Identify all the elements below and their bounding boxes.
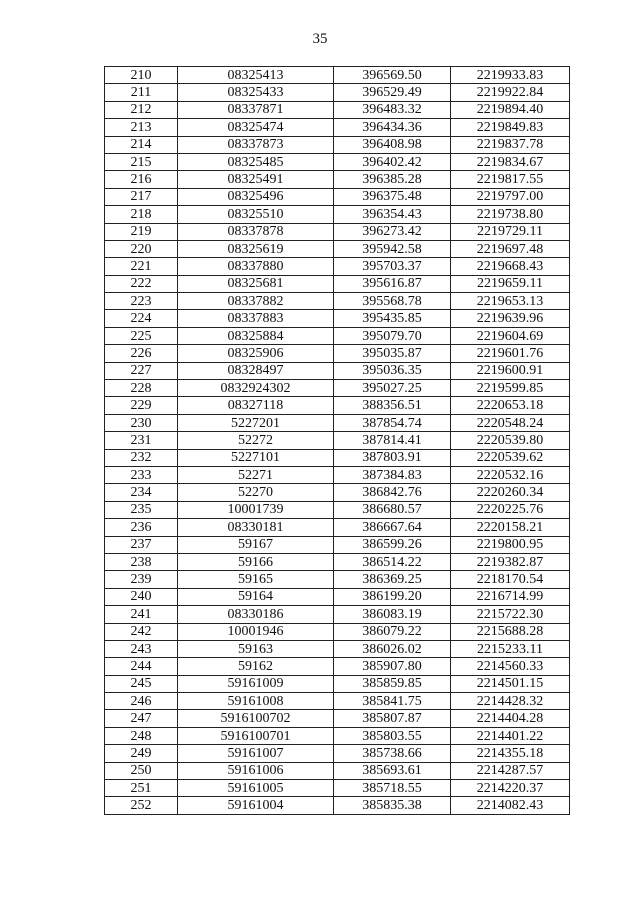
x-coordinate-cell: 388356.51 [334,397,451,414]
point-id-cell: 08325906 [178,345,334,362]
row-index-cell: 213 [105,119,178,136]
point-id-cell: 08327118 [178,397,334,414]
row-index-cell: 241 [105,606,178,623]
point-id-cell: 59161004 [178,797,334,814]
x-coordinate-cell: 396354.43 [334,206,451,223]
table-row [105,484,570,501]
y-coordinate-cell: 2214404.28 [451,710,570,727]
x-coordinate-cell: 386369.25 [334,571,451,588]
y-coordinate-cell: 2214401.22 [451,727,570,744]
x-coordinate-cell: 385803.55 [334,727,451,744]
table-row [105,588,570,605]
y-coordinate-cell: 2215688.28 [451,623,570,640]
table-row [105,553,570,570]
table-row [105,675,570,692]
table-row [105,693,570,710]
table-row [105,466,570,483]
y-coordinate-cell: 2219800.95 [451,536,570,553]
x-coordinate-cell: 396529.49 [334,84,451,101]
point-id-cell: 59161005 [178,780,334,797]
point-id-cell: 5227101 [178,449,334,466]
table-row [105,84,570,101]
x-coordinate-cell: 396569.50 [334,67,451,84]
x-coordinate-cell: 385835.38 [334,797,451,814]
point-id-cell: 59161009 [178,675,334,692]
row-index-cell: 226 [105,345,178,362]
y-coordinate-cell: 2220539.80 [451,432,570,449]
table-row [105,293,570,310]
row-index-cell: 235 [105,501,178,518]
x-coordinate-cell: 395435.85 [334,310,451,327]
table-row [105,327,570,344]
table-row [105,240,570,257]
x-coordinate-cell: 385907.80 [334,658,451,675]
y-coordinate-cell: 2220539.62 [451,449,570,466]
table-row [105,414,570,431]
y-coordinate-cell: 2220548.24 [451,414,570,431]
table-row [105,710,570,727]
point-id-cell: 08337873 [178,136,334,153]
point-id-cell: 59165 [178,571,334,588]
x-coordinate-cell: 386079.22 [334,623,451,640]
table-row [105,780,570,797]
x-coordinate-cell: 386667.64 [334,519,451,536]
y-coordinate-cell: 2214287.57 [451,762,570,779]
table-row [105,623,570,640]
x-coordinate-cell: 395942.58 [334,240,451,257]
point-id-cell: 59164 [178,588,334,605]
table-row [105,101,570,118]
row-index-cell: 225 [105,327,178,344]
row-index-cell: 244 [105,658,178,675]
y-coordinate-cell: 2219659.11 [451,275,570,292]
row-index-cell: 240 [105,588,178,605]
y-coordinate-cell: 2219601.76 [451,345,570,362]
y-coordinate-cell: 2218170.54 [451,571,570,588]
row-index-cell: 239 [105,571,178,588]
y-coordinate-cell: 2220653.18 [451,397,570,414]
point-id-cell: 08337883 [178,310,334,327]
x-coordinate-cell: 396375.48 [334,188,451,205]
x-coordinate-cell: 386199.20 [334,588,451,605]
table-row [105,501,570,518]
x-coordinate-cell: 396408.98 [334,136,451,153]
point-id-cell: 10001739 [178,501,334,518]
page-number: 35 [312,31,328,47]
row-index-cell: 221 [105,258,178,275]
point-id-cell: 08337880 [178,258,334,275]
row-index-cell: 246 [105,693,178,710]
x-coordinate-cell: 396434.36 [334,119,451,136]
table-row [105,206,570,223]
table-row [105,571,570,588]
table-row [105,223,570,240]
row-index-cell: 220 [105,240,178,257]
point-id-cell: 5227201 [178,414,334,431]
y-coordinate-cell: 2219600.91 [451,362,570,379]
table-row [105,797,570,814]
y-coordinate-cell: 2219922.84 [451,84,570,101]
point-id-cell: 52272 [178,432,334,449]
table-row [105,258,570,275]
x-coordinate-cell: 396483.32 [334,101,451,118]
row-index-cell: 245 [105,675,178,692]
y-coordinate-cell: 2219797.00 [451,188,570,205]
x-coordinate-cell: 387814.41 [334,432,451,449]
x-coordinate-cell: 386083.19 [334,606,451,623]
y-coordinate-cell: 2219817.55 [451,171,570,188]
row-index-cell: 210 [105,67,178,84]
point-id-cell: 08337878 [178,223,334,240]
y-coordinate-cell: 2214355.18 [451,745,570,762]
y-coordinate-cell: 2220225.76 [451,501,570,518]
table-row [105,119,570,136]
x-coordinate-cell: 386680.57 [334,501,451,518]
x-coordinate-cell: 386026.02 [334,640,451,657]
x-coordinate-cell: 385718.55 [334,780,451,797]
row-index-cell: 249 [105,745,178,762]
table-row [105,380,570,397]
row-index-cell: 229 [105,397,178,414]
y-coordinate-cell: 2219599.85 [451,380,570,397]
row-index-cell: 232 [105,449,178,466]
x-coordinate-cell: 385859.85 [334,675,451,692]
point-id-cell: 59167 [178,536,334,553]
y-coordinate-cell: 2219933.83 [451,67,570,84]
x-coordinate-cell: 395616.87 [334,275,451,292]
point-id-cell: 5916100702 [178,710,334,727]
x-coordinate-cell: 396273.42 [334,223,451,240]
row-index-cell: 250 [105,762,178,779]
y-coordinate-cell: 2219604.69 [451,327,570,344]
point-id-cell: 08330181 [178,519,334,536]
row-index-cell: 234 [105,484,178,501]
x-coordinate-cell: 386842.76 [334,484,451,501]
row-index-cell: 218 [105,206,178,223]
row-index-cell: 217 [105,188,178,205]
row-index-cell: 214 [105,136,178,153]
row-index-cell: 223 [105,293,178,310]
point-id-cell: 52270 [178,484,334,501]
coordinates-table-body [105,67,570,815]
table-row [105,67,570,84]
coordinates-table [104,66,570,815]
y-coordinate-cell: 2214501.15 [451,675,570,692]
row-index-cell: 215 [105,153,178,170]
y-coordinate-cell: 2220532.16 [451,466,570,483]
point-id-cell: 59161007 [178,745,334,762]
x-coordinate-cell: 395568.78 [334,293,451,310]
x-coordinate-cell: 395703.37 [334,258,451,275]
y-coordinate-cell: 2214082.43 [451,797,570,814]
table-row [105,745,570,762]
row-index-cell: 248 [105,727,178,744]
row-index-cell: 238 [105,553,178,570]
point-id-cell: 59161006 [178,762,334,779]
x-coordinate-cell: 387384.83 [334,466,451,483]
point-id-cell: 5916100701 [178,727,334,744]
y-coordinate-cell: 2219729.11 [451,223,570,240]
point-id-cell: 08325485 [178,153,334,170]
point-id-cell: 52271 [178,466,334,483]
point-id-cell: 08325619 [178,240,334,257]
table-row [105,640,570,657]
row-index-cell: 236 [105,519,178,536]
table-row [105,432,570,449]
point-id-cell: 08330186 [178,606,334,623]
point-id-cell: 08325491 [178,171,334,188]
point-id-cell: 08328497 [178,362,334,379]
row-index-cell: 212 [105,101,178,118]
row-index-cell: 251 [105,780,178,797]
point-id-cell: 08325884 [178,327,334,344]
y-coordinate-cell: 2219849.83 [451,119,570,136]
y-coordinate-cell: 2219894.40 [451,101,570,118]
point-id-cell: 10001946 [178,623,334,640]
point-id-cell: 59161008 [178,693,334,710]
row-index-cell: 224 [105,310,178,327]
point-id-cell: 08325433 [178,84,334,101]
y-coordinate-cell: 2219382.87 [451,553,570,570]
row-index-cell: 230 [105,414,178,431]
point-id-cell: 59163 [178,640,334,657]
y-coordinate-cell: 2215722.30 [451,606,570,623]
point-id-cell: 08337882 [178,293,334,310]
table-row [105,136,570,153]
y-coordinate-cell: 2216714.99 [451,588,570,605]
x-coordinate-cell: 396402.42 [334,153,451,170]
row-index-cell: 233 [105,466,178,483]
row-index-cell: 243 [105,640,178,657]
x-coordinate-cell: 395035.87 [334,345,451,362]
table-row [105,397,570,414]
y-coordinate-cell: 2220260.34 [451,484,570,501]
table-row [105,310,570,327]
x-coordinate-cell: 395027.25 [334,380,451,397]
y-coordinate-cell: 2219697.48 [451,240,570,257]
y-coordinate-cell: 2219653.13 [451,293,570,310]
point-id-cell: 08325510 [178,206,334,223]
table-row [105,519,570,536]
x-coordinate-cell: 387803.91 [334,449,451,466]
table-row [105,727,570,744]
x-coordinate-cell: 395036.35 [334,362,451,379]
row-index-cell: 222 [105,275,178,292]
table-row [105,658,570,675]
row-index-cell: 247 [105,710,178,727]
table-row [105,275,570,292]
y-coordinate-cell: 2215233.11 [451,640,570,657]
y-coordinate-cell: 2219668.43 [451,258,570,275]
point-id-cell: 08337871 [178,101,334,118]
row-index-cell: 216 [105,171,178,188]
table-row [105,606,570,623]
y-coordinate-cell: 2219837.78 [451,136,570,153]
y-coordinate-cell: 2214560.33 [451,658,570,675]
y-coordinate-cell: 2219738.80 [451,206,570,223]
x-coordinate-cell: 395079.70 [334,327,451,344]
point-id-cell: 08325474 [178,119,334,136]
table-row [105,188,570,205]
row-index-cell: 211 [105,84,178,101]
x-coordinate-cell: 387854.74 [334,414,451,431]
x-coordinate-cell: 386599.26 [334,536,451,553]
point-id-cell: 08325413 [178,67,334,84]
point-id-cell: 08325681 [178,275,334,292]
x-coordinate-cell: 385841.75 [334,693,451,710]
point-id-cell: 59162 [178,658,334,675]
y-coordinate-cell: 2220158.21 [451,519,570,536]
table-row [105,449,570,466]
row-index-cell: 228 [105,380,178,397]
row-index-cell: 237 [105,536,178,553]
table-row [105,171,570,188]
row-index-cell: 252 [105,797,178,814]
table-row [105,536,570,553]
x-coordinate-cell: 385738.66 [334,745,451,762]
point-id-cell: 08325496 [178,188,334,205]
point-id-cell: 59166 [178,553,334,570]
table-row [105,762,570,779]
x-coordinate-cell: 385693.61 [334,762,451,779]
row-index-cell: 219 [105,223,178,240]
y-coordinate-cell: 2214220.37 [451,780,570,797]
table-row [105,153,570,170]
row-index-cell: 242 [105,623,178,640]
table-row [105,345,570,362]
x-coordinate-cell: 386514.22 [334,553,451,570]
table-row [105,362,570,379]
row-index-cell: 231 [105,432,178,449]
x-coordinate-cell: 396385.28 [334,171,451,188]
y-coordinate-cell: 2214428.32 [451,693,570,710]
row-index-cell: 227 [105,362,178,379]
point-id-cell: 0832924302 [178,380,334,397]
x-coordinate-cell: 385807.87 [334,710,451,727]
y-coordinate-cell: 2219834.67 [451,153,570,170]
y-coordinate-cell: 2219639.96 [451,310,570,327]
